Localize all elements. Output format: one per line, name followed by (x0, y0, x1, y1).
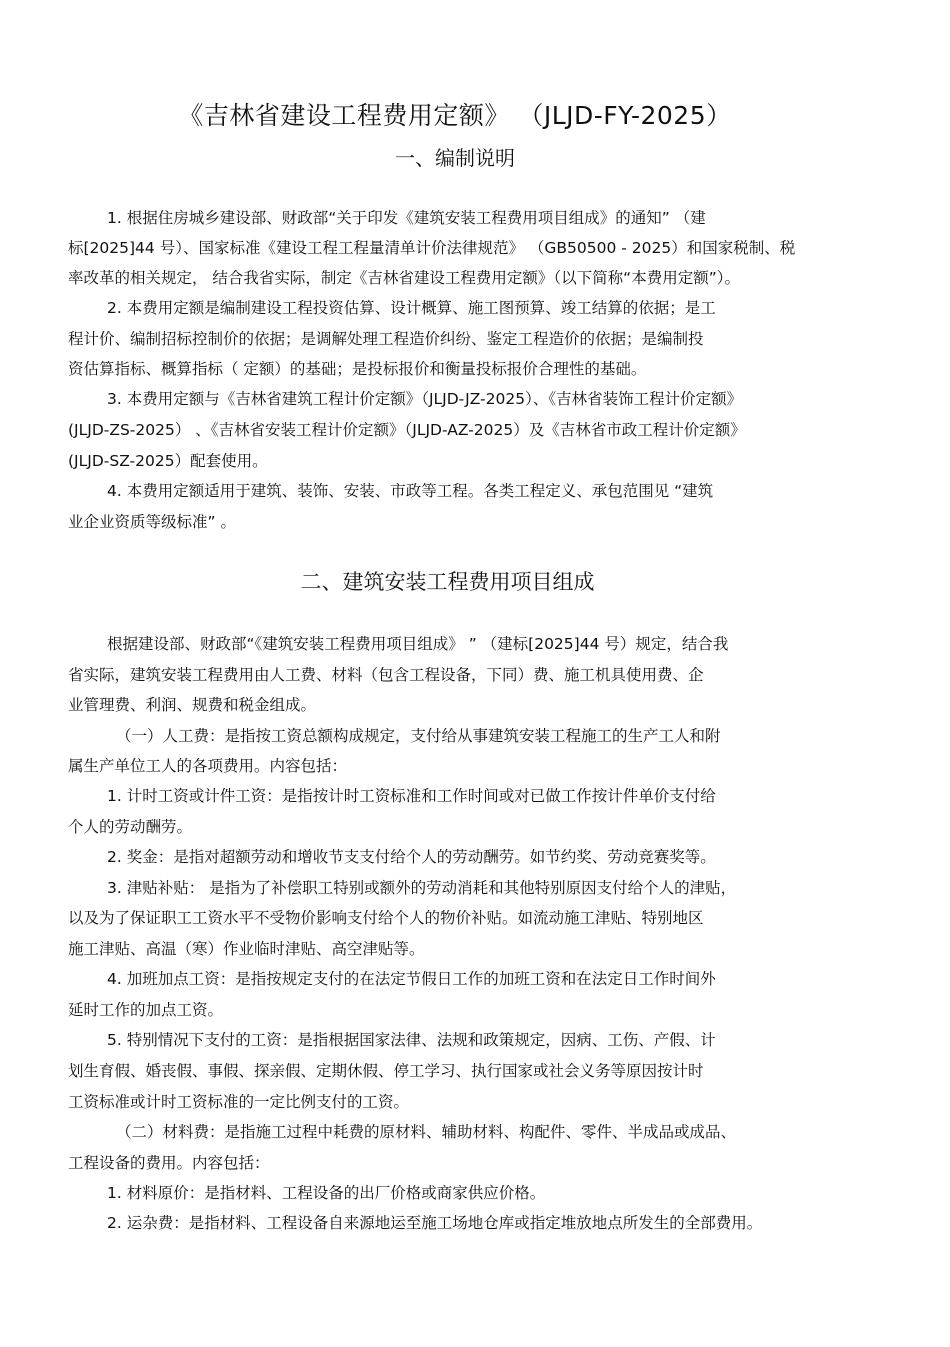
text-line: 1. 计时工资或计件工资：是指按计时工资标准和工作时间或对已做工作按计件单价支付给 (107, 787, 716, 805)
text-line: 工程设备的费用。内容包括： (68, 1154, 270, 1172)
text-line: 业企业资质等级标准” 。 (68, 513, 236, 531)
text-line: 业管理费、利润、规费和税金组成。 (68, 696, 317, 714)
text-line: 3. 津贴补贴： 是指为了补偿职工特别或额外的劳动消耗和其他特别原因支付给个人的津贴， (107, 879, 737, 897)
text-line: 4. 本费用定额适用于建筑、装饰、安装、市政等工程。各类工程定义、承包范围见 “建筑 (107, 482, 714, 500)
text-line: 以及为了保证职工工资水平不受物价影响支付给个人的物价补贴。如流动施工津贴、特别地区 (68, 909, 704, 927)
section-heading-compilation-notes: 一、编制说明 (395, 146, 515, 170)
text-line: 2. 本费用定额是编制建设工程投资估算、设计概算、施工图预算、竣工结算的依据；是工 (107, 299, 716, 317)
text-line: （一）人工费：是指按工资总额构成规定，支付给从事建筑安装工程施工的生产工人和附 (116, 727, 721, 745)
text-line: (JLJD-SZ-2025）配套使用。 (68, 452, 268, 470)
text-line: 标[2025]44 号）、国家标准《建设工程工程量清单计价法律规范》 （GB50500 - 2025）和国家税制、税 (68, 239, 796, 257)
text-line: 属生产单位工人的各项费用。内容包括： (68, 757, 348, 775)
text-line: 2. 运杂费：是指材料、工程设备自来源地运至施工场地仓库或指定堆放地点所发生的全部费用。 (107, 1214, 763, 1232)
text-line: 资估算指标、概算指标（ 定额）的基础；是投标报价和衡量投标报价合理性的基础。 (68, 360, 647, 378)
text-line: 2. 奖金：是指对超额劳动和增收节支支付给个人的劳动酬劳。如节约奖、劳动竞赛奖等。 (107, 848, 716, 866)
text-line: 率改革的相关规定， 结合我省实际，制定《吉林省建设工程费用定额》（以下简称“本费用定额”）。 (68, 269, 740, 287)
text-line: 3. 本费用定额与《吉林省建筑工程计价定额》（JLJD-JZ-2025）、《吉林省装饰工程计价定额》 (107, 390, 743, 408)
text-line: 省实际，建筑安装工程费用由人工费、材料（包含工程设备，下同）费、施工机具使用费、企 (68, 666, 704, 684)
text-line: 1. 材料原价：是指材料、工程设备的出厂价格或商家供应价格。 (107, 1184, 546, 1202)
text-line: 划生育假、婚丧假、事假、探亲假、定期休假、停工学习、执行国家或社会义务等原因按计时 (68, 1062, 704, 1080)
text-line: 施工津贴、高温（寒）作业临时津贴、高空津贴等。 (68, 940, 425, 958)
text-line: 工资标准或计时工资标准的一定比例支付的工资。 (68, 1093, 410, 1111)
text-line: 5. 特别情况下支付的工资：是指根据国家法律、法规和政策规定，因病、工伤、产假、计 (107, 1031, 716, 1049)
text-line: 4. 加班加点工资：是指按规定支付的在法定节假日工作的加班工资和在法定日工作时间外 (107, 970, 716, 988)
document-title: 《吉林省建设工程费用定额》 （JLJD-FY-2025） (178, 101, 732, 130)
text-line: 根据建设部、财政部“《建筑安装工程费用项目组成》 ” （建标[2025]44 号）规定，结合我 (107, 635, 729, 653)
text-line: 1. 根据住房城乡建设部、财政部“关于印发《建筑安装工程费用项目组成》的通知” （建 (107, 209, 706, 227)
text-line: （二）材料费：是指施工过程中耗费的原材料、辅助材料、构配件、零件、半成品或成品、 (116, 1123, 737, 1141)
text-line: 延时工作的加点工资。 (68, 1001, 224, 1019)
text-line: (JLJD-ZS-2025） 、《吉林省安装工程计价定额》（JLJD-AZ-2025）及《吉林省市政工程计价定额》 (68, 421, 746, 439)
text-line: 个人的劳动酬劳。 (68, 818, 193, 836)
text-line: 程计价、编制招标控制价的依据；是调解处理工程造价纠纷、鉴定工程造价的依据；是编制投 (68, 330, 704, 348)
section-heading-cost-composition: 二、建筑安装工程费用项目组成 (300, 570, 595, 594)
